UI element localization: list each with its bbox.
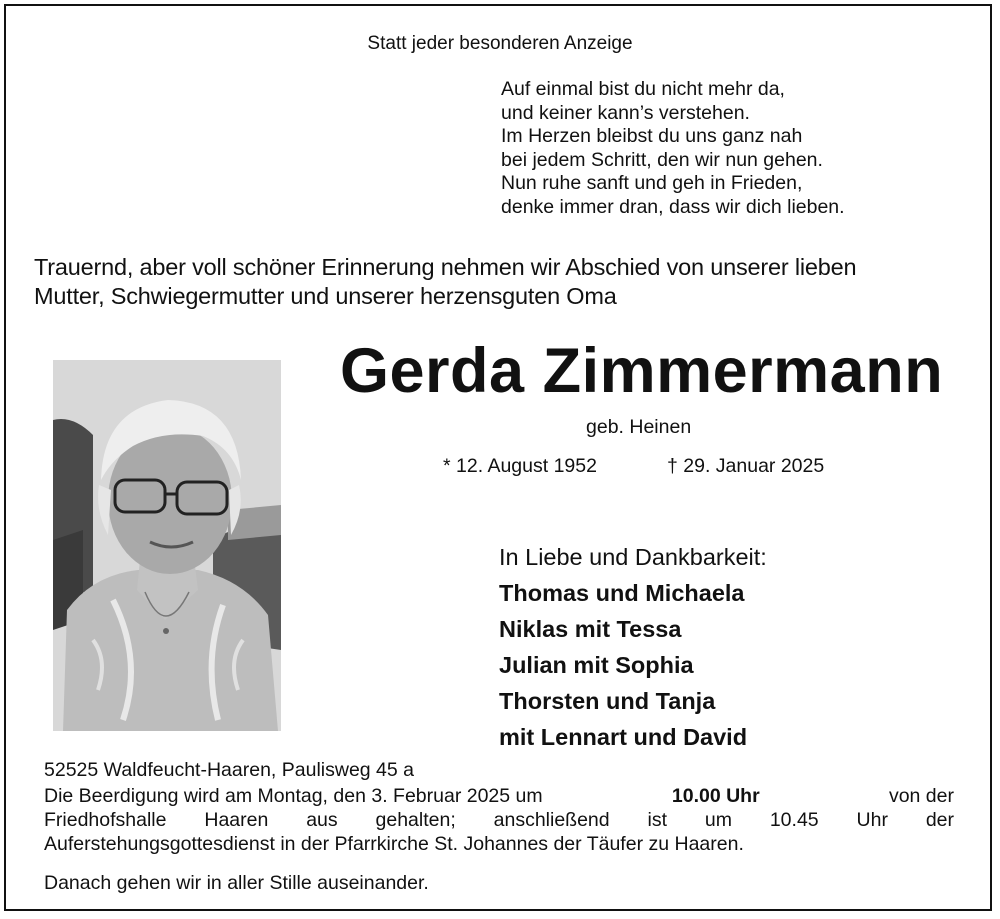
closing-line: Danach gehen wir in aller Stille auseinander. (44, 872, 429, 894)
poem-line: denke immer dran, dass wir dich lieben. (501, 195, 845, 218)
poem-line: Auf einmal bist du nicht mehr da, (501, 78, 785, 100)
family-line: Niklas mit Tessa (499, 616, 682, 642)
family-line: mit Lennart und David (499, 724, 748, 750)
funeral-text: von der (888, 785, 954, 807)
funeral-line-3: Auferstehungsgottesdienst in der Pfarrkirche St. Johannes der Täufer zu Haaren. (44, 833, 744, 856)
funeral-details (44, 784, 954, 857)
family-line: Thomas und Michaela (499, 580, 745, 606)
poem-line: bei jedem Schritt, den wir nun gehen. (501, 148, 823, 171)
poem-line: Im Herzen bleibst du uns ganz nah (501, 125, 803, 148)
death-date: † 29. Januar 2025 (667, 455, 825, 477)
funeral-text: Die Beerdigung wird am Montag, den 3. Februar 2025 um (44, 785, 543, 807)
intro-line: Trauernd, aber voll schöner Erinnerung nehmen wir Abschied von unserer lieben (34, 254, 857, 280)
address: 52525 Waldfeucht-Haaren, Paulisweg 45 a (44, 759, 415, 781)
poem (501, 78, 845, 220)
deceased-name: Gerda Zimmermann (340, 336, 944, 406)
birth-date: * 12. August 1952 (443, 455, 597, 477)
thanks-lead: In Liebe und Dankbarkeit: (499, 544, 767, 570)
poem-line: und keiner kann’s verstehen. (501, 101, 750, 124)
family-line: Julian mit Sophia (499, 652, 694, 678)
header-note: Statt jeder besonderen Anzeige (367, 33, 633, 54)
family-line: Thorsten und Tanja (499, 688, 716, 714)
portrait-photo (53, 360, 281, 731)
funeral-text: Friedhofshalle Haaren aus gehalten; anschließend ist um 10.45 Uhr der (44, 809, 954, 832)
funeral-line-2 (44, 808, 954, 832)
intro-text (34, 253, 856, 311)
funeral-time: 10.00 Uhr (671, 785, 760, 807)
maiden-name: geb. Heinen (586, 416, 692, 438)
funeral-line-1 (44, 784, 954, 808)
poem-line: Nun ruhe sanft und geh in Frieden, (501, 172, 803, 195)
mourners-list (499, 539, 767, 755)
intro-line: Mutter, Schwiegermutter und unserer herzensguten Oma (34, 283, 617, 309)
